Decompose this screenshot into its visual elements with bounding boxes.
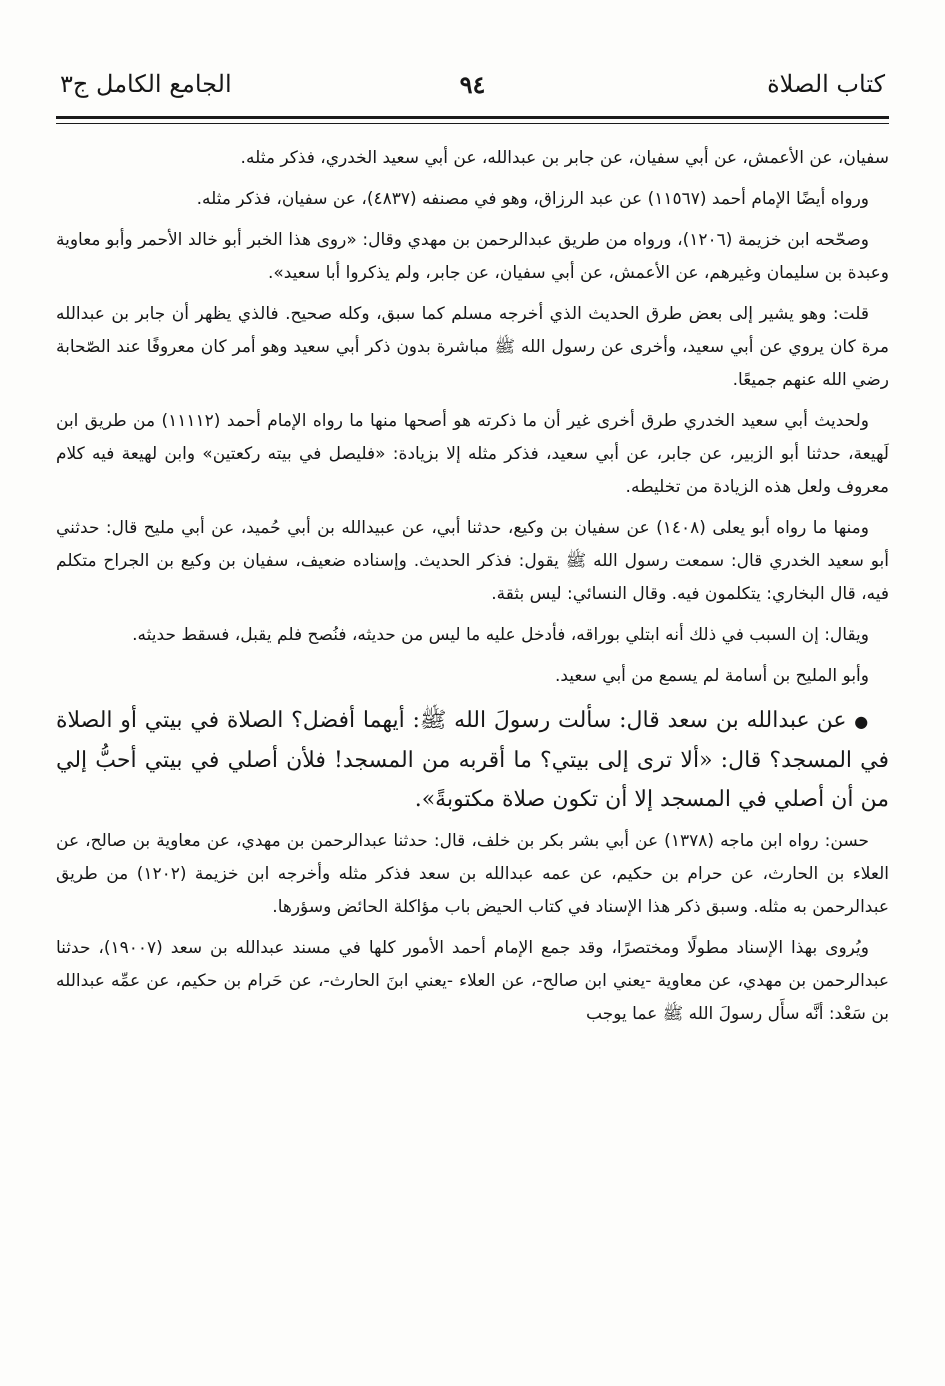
header-rule-thin — [56, 123, 889, 124]
page-body — [56, 142, 889, 1039]
paragraph: قلت: وهو يشير إلى بعض طرق الحديث الذي أخرجه مسلم كما سبق، وكله صحيح. فالذي يظهر أن جابر بن عبدالله مرة كان يروي عن أبي سعيد، وأخرى عن رسول الله ﷺ مباشرة بدون ذكر أبي سعيد وهو أمر كان معروفًا عند الصّحابة رضي الله عنهم جميعًا. — [56, 304, 889, 390]
header-rule-thick — [56, 116, 889, 119]
paragraph: ورواه أيضًا الإمام أحمد (١١٥٦٧) عن عبد الرزاق، وهو في مصنفه (٤٨٣٧)، عن سفيان، فذكر مثله. — [196, 189, 869, 209]
bullet-icon: ● — [854, 712, 869, 731]
paragraph: ولحديث أبي سعيد الخدري طرق أخرى غير أن ما ذكرته هو أصحها منها ما رواه الإمام أحمد (١١١١٢) من طريق ابن لَهيعة، حدثنا أبو الزبير، عن جابر، عن أبي سعيد، فذكر مثله إلا بزيادة: «فليصل في بيته ركعتين» وابن لهيعة فيه كلام معروف ولعل هذه الزيادة من تخليطه. — [56, 411, 889, 497]
hadith-body: عن عبدالله بن سعد قال: سألت رسولَ الله ﷺ: أيهما أفضل؟ الصلاة في بيتي أو الصلاة في المسجد؟ قال: «ألا ترى إلى بيتي؟ ما أقربه من المسجد! فلأن أصلي في بيتي أحبُّ إلي من أن أصلي في المسجد إلا أن تكون صلاة مكتوبةً». — [56, 708, 889, 812]
volume-title: الجامع الكامل ج٣ — [60, 70, 232, 98]
paragraph: ويُروى بهذا الإسناد مطولًا ومختصرًا، وقد جمع الإمام أحمد الأمور كلها في مسند عبدالله بن سعد (١٩٠٠٧)، حدثنا عبدالرحمن بن مهدي، عن معاوية -يعني ابن صالح-، عن العلاء -يعني ابنَ الحارث-، عن حَرام بن حكيم، عن عمِّه عبدالله بن سَعْد: أنَّه سأَل رسولَ الله ﷺ عما يوجب — [56, 938, 889, 1024]
book-title: كتاب الصلاة — [767, 70, 885, 98]
paragraph: سفيان، عن الأعمش، عن أبي سفيان، عن جابر بن عبدالله، عن أبي سعيد الخدري، فذكر مثله. — [240, 148, 889, 168]
paragraph: ويقال: إن السبب في ذلك أنه ابتلي بوراقه، فأدخل عليه ما ليس من حديثه، فنُصح فلم يقبل، فسقط حديثه. — [132, 625, 869, 645]
paragraph: وأبو المليح بن أسامة لم يسمع من أبي سعيد. — [554, 666, 869, 686]
page-number: ٩٤ — [459, 70, 486, 99]
page-header — [56, 62, 889, 118]
paragraph: وصحّحه ابن خزيمة (١٢٠٦)، ورواه من طريق عبدالرحمن بن مهدي وقال: «روى هذا الخبر أبو خالد الأحمر وأبو معاوية وعبدة بن سليمان وغيرهم، عن الأعمش، عن أبي سفيان، عن جابر، ولم يذكروا أبا سعيد». — [56, 230, 889, 283]
paragraph: ومنها ما رواه أبو يعلى (١٤٠٨) عن سفيان بن وكيع، حدثنا أبي، عن عبيدالله بن أبي حُميد، عن أبي مليح قال: حدثني أبو سعيد الخدري قال: سمعت رسول الله ﷺ يقول: فذكر الحديث. وإسناده ضعيف، سفيان بن وكيع بن الجراح متكلم فيه، قال البخاري: يتكلمون فيه. وقال النسائي: ليس بثقة. — [56, 518, 889, 604]
hadith-text — [56, 701, 889, 819]
paragraph: حسن: رواه ابن ماجه (١٣٧٨) عن أبي بشر بكر بن خلف، قال: حدثنا عبدالرحمن بن مهدي، عن معاوية بن صالح، عن العلاء بن الحارث، عن حرام بن حكيم، عن عمه عبدالله بن سعد فذكر مثله وأخرجه ابن خزيمة (١٢٠٢) من طريق عبدالرحمن به مثله. وسبق ذكر هذا الإسناد في كتاب الحيض باب مؤاكلة الحائض وسؤرها. — [56, 831, 889, 917]
